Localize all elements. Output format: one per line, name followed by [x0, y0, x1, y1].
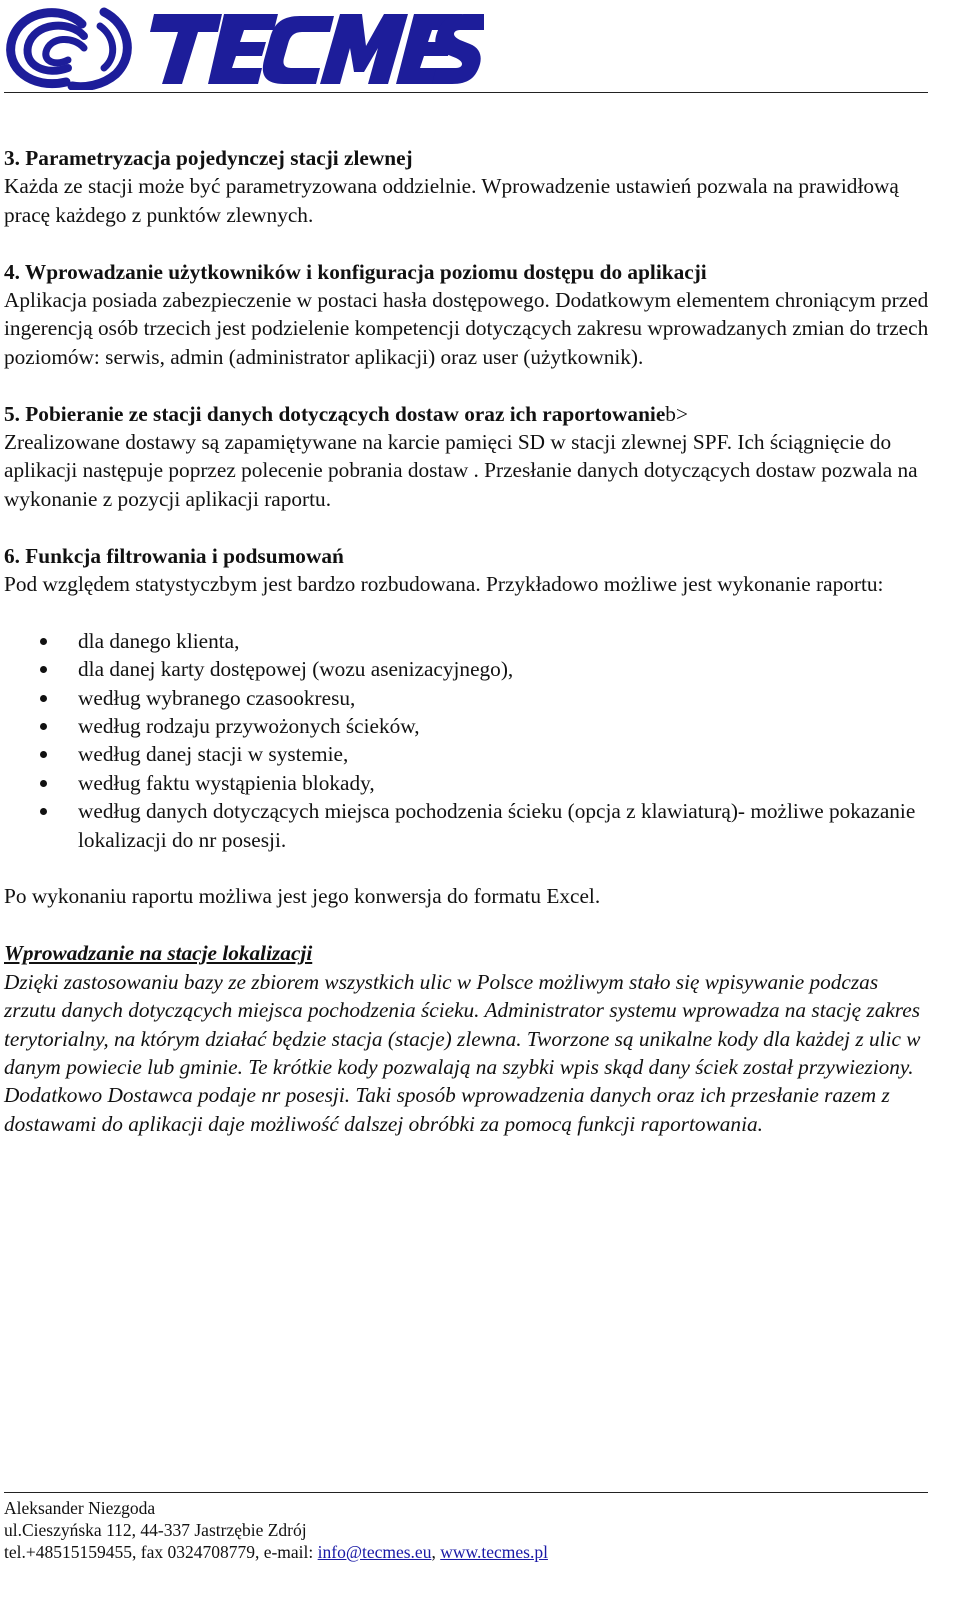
section-station-parametrization — [4, 144, 932, 229]
section-heading: 3. Parametryzacja pojedynczej stacji zlewnej — [4, 146, 413, 170]
section-heading: 6. Funkcja filtrowania i podsumowań — [4, 543, 344, 568]
email-link[interactable]: info@tecmes.eu — [317, 1542, 432, 1562]
bullet-icon — [40, 780, 47, 787]
list-item-text: według wybranego czasookresu, — [78, 685, 356, 710]
footer-phone-fax: tel.+48515159455, fax 0324708779, e-mail: — [4, 1542, 318, 1562]
section-users-access — [4, 258, 932, 372]
list-item — [4, 797, 932, 854]
excel-conversion-note — [4, 882, 932, 910]
swirl-emblem-icon — [11, 12, 128, 87]
list-item-text: dla danej karty dostępowej (wozu asenizacyjnego), — [78, 657, 514, 682]
section-filtering — [4, 542, 932, 599]
section-paragraph: Zrealizowane dostawy są zapamiętywane na karcie pamięci SD w stacji zlewnej SPF. Ich ściągnięcie do aplikacji następuje poprzez polecenie pobrania dostaw . Przesłanie danych dotyczących dostaw pozwala na wykonanie z pozycji aplikacji raportu. — [4, 430, 918, 511]
bullet-icon — [40, 695, 47, 702]
footer-address: ul.Cieszyńska 112, 44-337 Jastrzębie Zdrój — [4, 1520, 307, 1540]
section-paragraph: Po wykonaniu raportu możliwa jest jego konwersja do formatu Excel. — [4, 884, 601, 909]
list-item — [4, 627, 932, 655]
section-heading: 5. Pobieranie ze stacji danych dotyczących dostaw oraz ich raportowanie — [4, 401, 666, 426]
bullet-icon — [40, 638, 47, 645]
list-item — [4, 769, 932, 797]
list-item-text: według danych dotyczących miejsca pochodzenia ścieku (opcja z klawiaturą)- możliwe pokazanie lokalizacji do nr posesji. — [78, 799, 916, 852]
section-paragraph: Pod względem statystyczbym jest bardzo rozbudowana. Przykładowo możliwe jest wykonanie raportu: — [4, 572, 884, 597]
tecmes-logo — [4, 2, 484, 90]
report-options-list — [4, 627, 932, 854]
section-heading: 4. Wprowadzanie użytkowników i konfiguracja poziomu dostępu do aplikacji — [4, 259, 707, 284]
section-data-download — [4, 400, 932, 514]
list-item — [4, 712, 932, 740]
bullet-icon — [40, 751, 47, 758]
footer-separator: , — [431, 1542, 441, 1562]
footer-contact — [4, 1541, 932, 1563]
section-heading-line — [4, 400, 932, 428]
footer-name: Aleksander Niezgoda — [4, 1498, 156, 1518]
document-body — [4, 144, 932, 1167]
section-localization — [4, 939, 932, 1138]
localization-paragraph: Dzięki zastosowaniu bazy ze zbiorem wszystkich ulic w Polsce możliwym stało się wpisywanie podczas zrzutu danych dotyczących miejsca pochodzenia ścieku. Administrator systemu wprowadza na stację zakres terytorialny, na którym działać będzie stacja (stacje) zlewna. Tworzone są unikalne kody dla każdej z ulic w danym powiecie lub gminie. Te krótkie kody pozwalają na szybki wpis skąd dany ściek został przywieziony. Dodatkowo Dostawca podaje nr posesji. Taki sposób wprowadzenia danych oraz ich przesłanie razem z dostawami do aplikacji daje możliwość dalszej obróbki za pomocą funkcji raportowania. — [4, 969, 921, 1136]
heading-suffix: b> — [665, 401, 688, 426]
header-divider — [4, 92, 928, 93]
bullet-icon — [40, 666, 47, 673]
list-item-text: dla danego klienta, — [78, 628, 240, 653]
logo-wordmark — [150, 14, 484, 84]
list-item-text: według faktu wystąpienia blokady, — [78, 770, 375, 795]
section-paragraph: Każda ze stacji może być parametryzowana oddzielnie. Wprowadzenie ustawień pozwala na prawidłową pracę każdego z punktów zlewnych. — [4, 174, 899, 227]
website-link[interactable]: www.tecmes.pl — [440, 1542, 548, 1562]
bullet-icon — [40, 808, 47, 815]
list-item — [4, 655, 932, 683]
list-item — [4, 684, 932, 712]
footer-divider — [4, 1492, 928, 1493]
section-paragraph: Aplikacja posiada zabezpieczenie w postaci hasła dostępowego. Dodatkowym elementem chroniącym przed ingerencją osób trzecich jest podzielenie kompetencji dotyczących zakresu wprowadzanych zmian do trzech poziomów: serwis, admin (administrator aplikacji) oraz user (użytkownik). — [4, 288, 929, 369]
footer — [4, 1497, 932, 1563]
list-item-text: według rodzaju przywożonych ścieków, — [78, 714, 420, 739]
list-item — [4, 740, 932, 768]
list-item-text: według danej stacji w systemie, — [78, 742, 349, 767]
localization-heading: Wprowadzanie na stacje lokalizacji — [4, 941, 313, 966]
bullet-icon — [40, 723, 47, 730]
